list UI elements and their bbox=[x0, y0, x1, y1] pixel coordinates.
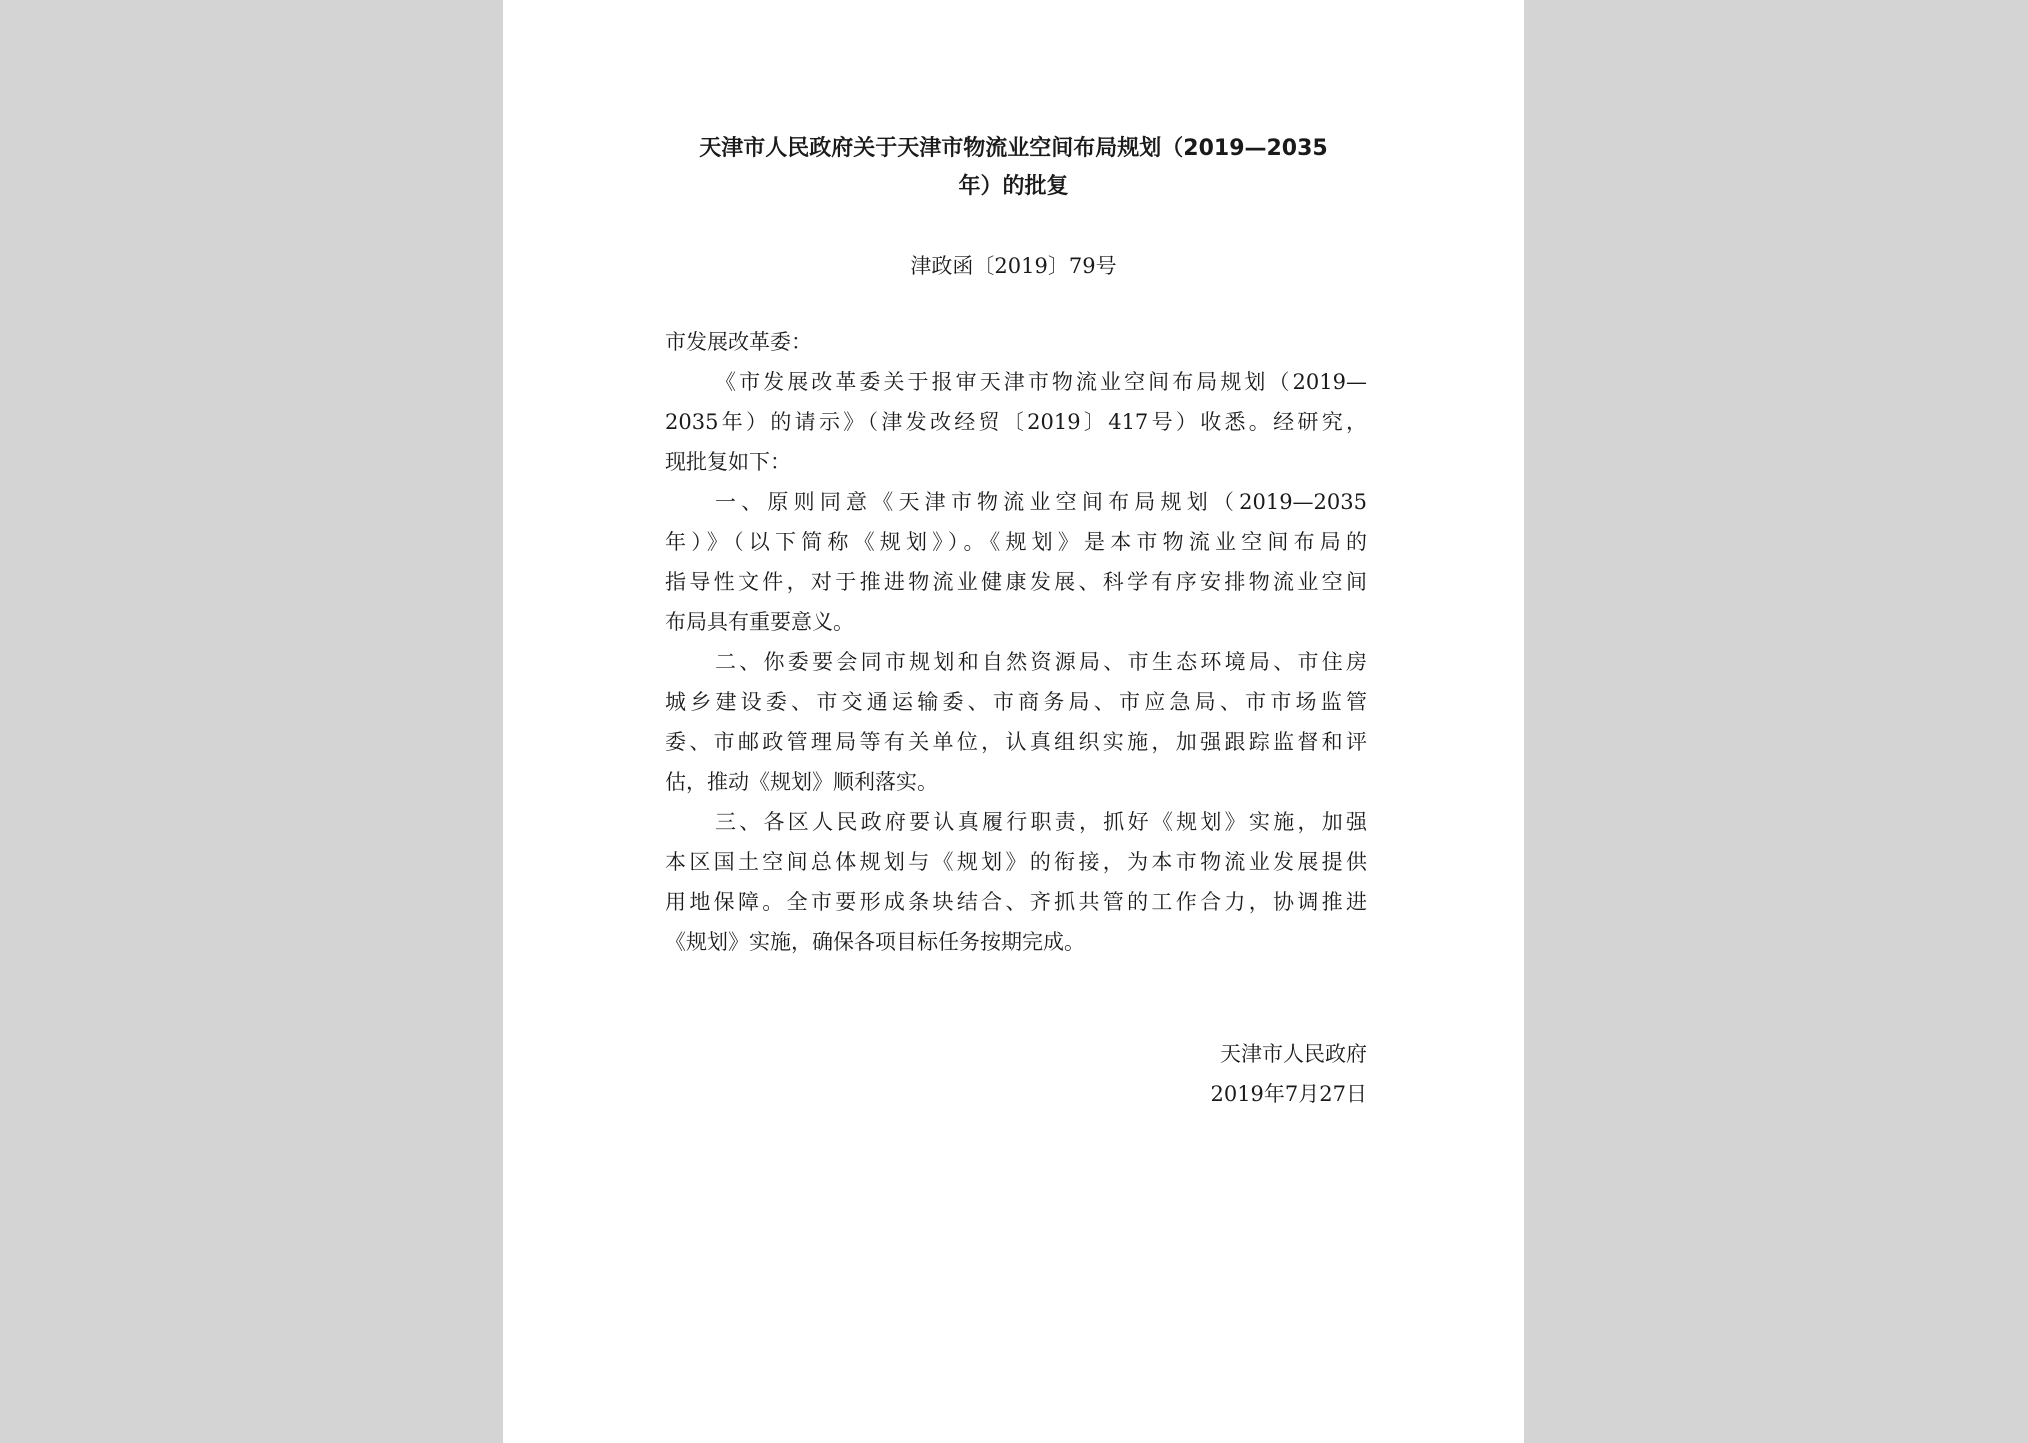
body-line: 用地保障。全市要形成条块结合、齐抓共管的工作合力，协调推进 bbox=[665, 890, 1367, 914]
body-line: 城乡建设委、市交通运输委、市商务局、市应急局、市市场监管 bbox=[665, 690, 1367, 714]
body-line: 《市发展改革委关于报审天津市物流业空间布局规划（2019— bbox=[715, 370, 1367, 394]
signature-organization: 天津市人民政府 bbox=[1220, 1042, 1367, 1066]
body-line: 年）》（以下简称《规划》）。《规划》是本市物流业空间布局的 bbox=[665, 530, 1367, 554]
document-page bbox=[503, 0, 1524, 1443]
body-line: 委、市邮政管理局等有关单位，认真组织实施，加强跟踪监督和评 bbox=[665, 730, 1367, 754]
body-line: 本区国土空间总体规划与《规划》的衔接，为本市物流业发展提供 bbox=[665, 850, 1367, 874]
body-line: 《规划》实施，确保各项目标任务按期完成。 bbox=[665, 930, 1085, 954]
body-line: 指导性文件，对于推进物流业健康发展、科学有序安排物流业空间 bbox=[665, 570, 1367, 594]
document-number: 津政函〔2019〕79号 bbox=[910, 254, 1117, 278]
document-title-line-1: 天津市人民政府关于天津市物流业空间布局规划（2019—2035 bbox=[699, 136, 1328, 161]
body-line: 布局具有重要意义。 bbox=[665, 610, 854, 634]
body-line: 现批复如下： bbox=[665, 450, 791, 474]
body-line: 一、原则同意《天津市物流业空间布局规划（2019—2035 bbox=[715, 490, 1367, 514]
signature-date: 2019年7月27日 bbox=[1210, 1082, 1367, 1106]
document-title-line-2: 年）的批复 bbox=[958, 174, 1069, 199]
body-line: 二、你委要会同市规划和自然资源局、市生态环境局、市住房 bbox=[715, 650, 1367, 674]
body-line: 三、各区人民政府要认真履行职责，抓好《规划》实施，加强 bbox=[715, 810, 1367, 834]
salutation: 市发展改革委： bbox=[665, 330, 812, 354]
body-line: 2035年）的请示》（津发改经贸〔2019〕417号）收悉。经研究， bbox=[665, 410, 1367, 434]
body-line: 估，推动《规划》顺利落实。 bbox=[665, 770, 938, 794]
